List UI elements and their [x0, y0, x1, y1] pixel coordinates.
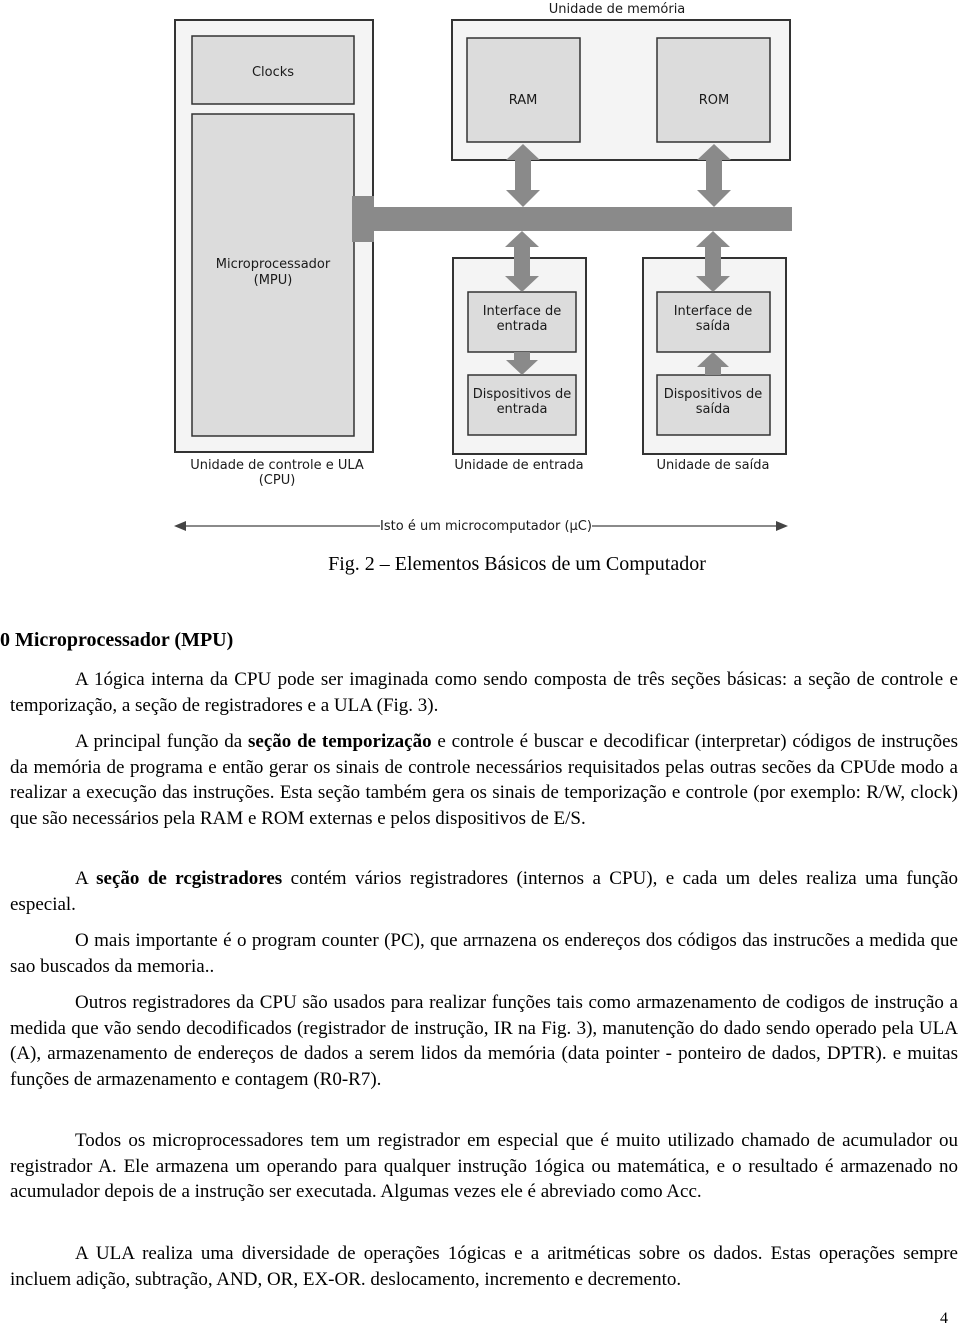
paragraph-7: A ULA realiza uma diversidade de operações 1ógicas e a aritméticas sobre os dados. Estas operações sempre incluem adição, subtração, AND, OR, EX-OR. deslocamento, incremento e decremento. — [10, 1243, 958, 1290]
output-interface-label-line1: Interface de — [673, 304, 753, 319]
cpu-label-line1: Unidade de controle e ULA — [190, 458, 364, 473]
paragraph-3 — [10, 866, 958, 917]
paragraph-2-bold: seção de temporização — [248, 731, 432, 752]
output-devices-label-line1: Dispositivos de — [663, 387, 763, 402]
mpu-label-line1: Microprocessador — [215, 257, 331, 272]
paragraph-2-text-end: e controle é buscar e decodificar (interpretar) códigos de instruções da memória de programa e então gerar os sinais de controle necessários requisitados pelas outras secões da CPUde modo a realizar a execução das instruções. Esta seção também gera os sinais de temporização e controle (por exemplo: R/W, clock) que são necessários pela RAM e ROM externas e pelos dispositivos de E/S. — [10, 731, 958, 829]
rom-label: ROM — [698, 93, 730, 108]
microcomputer-span-left-arrowhead — [174, 521, 186, 531]
system-bus — [352, 207, 792, 231]
memory-unit-label: Unidade de memória — [548, 2, 686, 17]
mpu-label-line2: (MPU) — [253, 273, 293, 288]
paragraph-3-text-end: contém vários registradores (internos a CPU), e cada um deles realiza uma função especial. — [10, 868, 958, 915]
clocks-label: Clocks — [251, 65, 295, 80]
input-unit-label: Unidade de entrada — [454, 458, 584, 473]
input-interface-label-line1: Interface de — [482, 304, 562, 319]
system-bus-stub — [352, 196, 374, 242]
ram-label: RAM — [508, 93, 538, 108]
paragraph-5: Outros registradores da CPU são usados para realizar funções tais como armazenamento de codigos de instrução a medida que vão sendo decodificados (registrador de instrução, IR na Fig. 3), manutenção do dado sendo operado pela ULA (A), armazenamento de endereços de dados a serem lidos da memória (data pointer - ponteiro de dados, DPTR). e muitas funções de armazenamento e contagem (R0-R7). — [10, 992, 958, 1090]
ram-box — [467, 38, 580, 142]
microcomputer-span-right-arrowhead — [776, 521, 788, 531]
page-number: 4 — [940, 1310, 948, 1327]
output-unit-label: Unidade de saída — [656, 458, 770, 473]
paragraph-6: Todos os microprocessadores tem um registrador em especial que é muito utilizado chamado de acumulador ou registrador A. Ele armazena um operando para qualquer instrução 1ógica ou matemática, e o resultado é armazenado no acumulador depois de a instrução ser executada. Algumas vezes ele é abreviado como Acc. — [10, 1130, 958, 1202]
paragraph-3-bold: seção de rcgistradores — [96, 868, 283, 889]
rom-box — [657, 38, 770, 142]
output-interface-label-line2: saída — [695, 319, 731, 334]
paragraph-4: O mais importante é o program counter (PC), que arrnazena os endereços dos códigos das instrucões a medida que sao buscados da memoria.. — [10, 930, 958, 977]
output-devices-label-line2: saída — [695, 402, 731, 417]
section-heading: 0 Microprocessador (MPU) — [0, 629, 234, 651]
microcomputer-label: Isto é um microcomputador (µC) — [380, 519, 592, 534]
input-devices-label-line1: Dispositivos de — [472, 387, 572, 402]
cpu-label-line2: (CPU) — [258, 473, 296, 488]
input-interface-label-line2: entrada — [496, 319, 548, 334]
paragraph-3-text-start: A — [75, 868, 97, 889]
paragraph-1: A 1ógica interna da CPU pode ser imaginada como sendo composta de três seções básicas: a seção de controle e temporização, a seção de registradores e a ULA (Fig. 3). — [10, 669, 958, 716]
input-devices-label-line2: entrada — [496, 402, 548, 417]
figure-caption: Fig. 2 – Elementos Básicos de um Computador — [328, 553, 706, 575]
computer-elements-diagram — [0, 0, 960, 540]
paragraph-2-text-start: A principal função da — [75, 731, 249, 752]
paragraph-2 — [10, 729, 958, 831]
